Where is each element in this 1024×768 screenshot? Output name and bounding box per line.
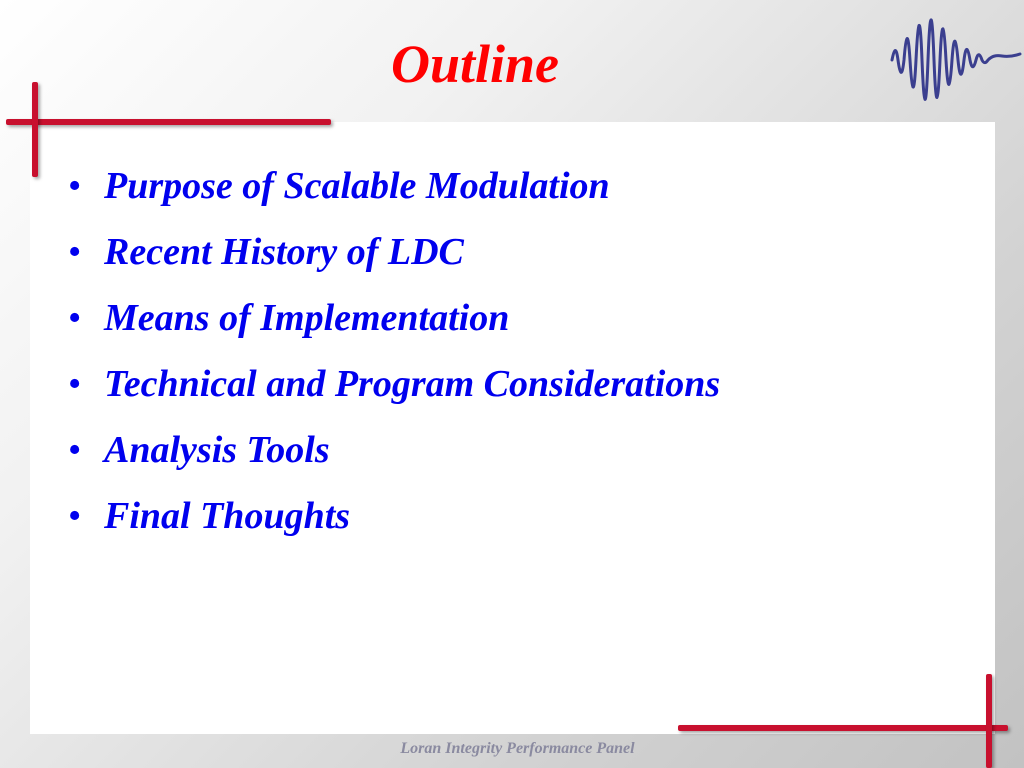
bullet-text: Technical and Program Considerations (104, 363, 721, 405)
crosshair-horizontal-bar (678, 725, 1008, 731)
bullet-text: Analysis Tools (104, 429, 330, 471)
crosshair-vertical-bar (986, 674, 992, 768)
slide-title: Outline (390, 34, 560, 94)
bullet-dot-icon: • (68, 165, 82, 207)
bullet-item (68, 358, 720, 424)
bullet-dot-icon: • (68, 297, 82, 339)
bullet-dot-icon: • (68, 429, 82, 471)
bullet-text: Means of Implementation (104, 297, 510, 339)
bullet-text: Final Thoughts (104, 495, 351, 537)
bullet-item (68, 490, 720, 556)
slide-footer: Loran Integrity Performance Panel (400, 740, 635, 757)
bullet-dot-icon: • (68, 495, 82, 537)
bullet-item (68, 160, 720, 226)
crosshair-vertical-bar (32, 82, 38, 177)
bullet-item (68, 424, 720, 490)
crosshair-horizontal-bar (6, 119, 331, 125)
bullet-dot-icon: • (68, 363, 82, 405)
bullet-text: Recent History of LDC (104, 231, 464, 273)
bullet-dot-icon: • (68, 231, 82, 273)
bullet-list (68, 160, 720, 556)
bullet-text: Purpose of Scalable Modulation (104, 165, 610, 207)
bullet-item (68, 226, 720, 292)
signal-wave-icon (884, 0, 1024, 120)
bullet-item (68, 292, 720, 358)
